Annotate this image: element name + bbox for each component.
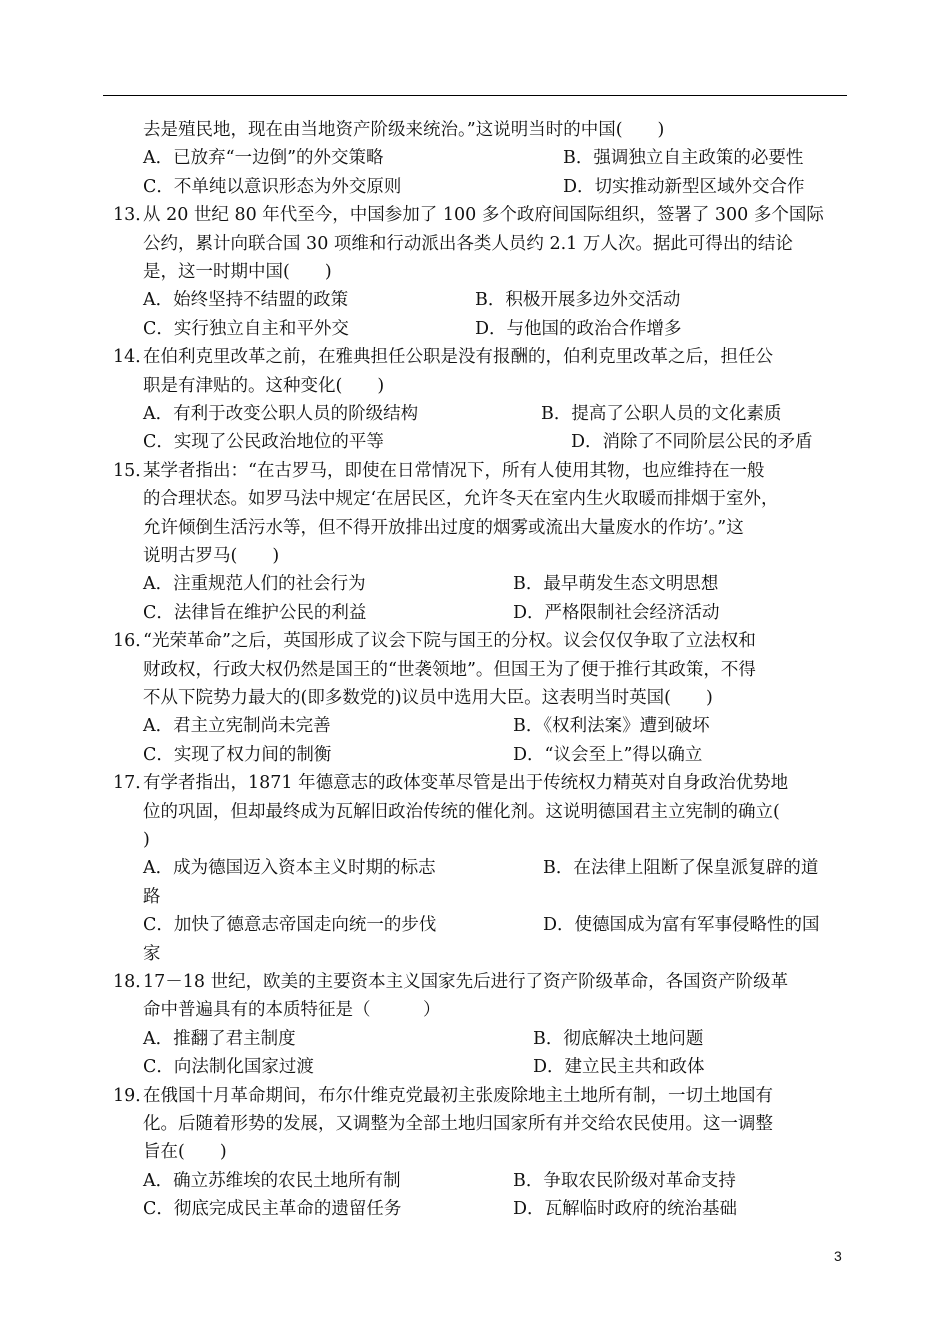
page-number: 3 — [834, 1248, 842, 1264]
option-row — [103, 173, 847, 201]
question-number: 18． — [113, 971, 153, 992]
question-19 — [103, 1082, 847, 1224]
option-a: A．君主立宪制尚未完善 — [143, 716, 331, 737]
question-number: 16． — [113, 631, 153, 652]
question-stem-line: 公约，累计向联合国 30 项维和行动派出各类人员约 2.1 万人次。据此可得出的结论 — [143, 233, 793, 254]
question-stem-line: 的合理状态。如罗马法中规定‘在居民区，允许冬天在室内生火取暖而排烟于室外， — [143, 489, 779, 510]
option-row — [103, 400, 847, 428]
question-stem-line: ) — [143, 829, 150, 850]
option-b: B．在法律上阻断了保皇派复辟的道 — [543, 858, 819, 879]
option-row — [103, 1167, 847, 1195]
option-b: B．争取农民阶级对革命支持 — [513, 1170, 736, 1191]
option-d: D．“议会至上”得以确立 — [513, 744, 703, 765]
exam-page-content — [103, 116, 847, 1223]
option-d: D．与他国的政治合作增多 — [475, 318, 682, 339]
option-row — [103, 1053, 847, 1081]
question-stem-line: 14． 在伯利克里改革之前，在雅典担任公职是没有报酬的，伯利克里改革之后，担任公 — [103, 343, 847, 371]
header-rule — [103, 95, 847, 96]
question-stem-line: 19． 在俄国十月革命期间，布尔什维克党最初主张废除地主土地所有制，一切土地国有 — [103, 1082, 847, 1110]
question-stem-line: 15． 某学者指出：“在古罗马，即使在日常情况下，所有人使用其物，也应维持在一般 — [103, 457, 847, 485]
option-b: B．《权利法案》遭到破坏 — [513, 716, 710, 737]
question-13 — [103, 201, 847, 343]
question-stem-line: 财政权，行政大权仍然是国王的“世袭领地”。但国王为了便于推行其政策，不得 — [143, 659, 756, 680]
option-c: C．彻底完成民主革命的遗留任务 — [143, 1199, 402, 1220]
option-b: B．积极开展多边外交活动 — [475, 290, 681, 311]
option-a: A．已放弃“一边倒”的外交策略 — [143, 148, 384, 169]
option-b: B．最早萌发生态文明思想 — [513, 574, 719, 595]
question-stem-line: 不从下院势力最大的(即多数党的)议员中选用大臣。这表明当时英国( ) — [143, 687, 713, 708]
question-stem-line: 17． 有学者指出，1871 年德意志的政体变革尽管是出于传统权力精英对自身政治优势地 — [103, 769, 847, 797]
question-number: 17． — [113, 773, 153, 794]
question-number: 15． — [113, 460, 153, 481]
option-row — [103, 315, 847, 343]
option-a: A．推翻了君主制度 — [143, 1028, 296, 1049]
question-stem-line: 说明古罗马( ) — [143, 545, 280, 566]
option-d: D．瓦解临时政府的统治基础 — [513, 1199, 738, 1220]
question-stem-line: 允许倾倒生活污水等，但不得开放排出过度的烟雾或流出大量废水的作坊’。”这 — [143, 517, 744, 538]
option-c: C．实行独立自主和平外交 — [143, 318, 349, 339]
option-row — [103, 854, 847, 882]
option-d: D．严格限制社会经济活动 — [513, 602, 720, 623]
question-18 — [103, 968, 847, 1082]
option-c: C．实现了权力间的制衡 — [143, 744, 332, 765]
question-number: 19． — [113, 1085, 153, 1106]
option-c: C．加快了德意志帝国走向统一的步伐 — [143, 915, 437, 936]
option-row — [103, 741, 847, 769]
question-stem-line: 去是殖民地，现在由当地资产阶级来统治。”这说明当时的中国( ) — [143, 120, 665, 140]
option-d: D．消除了不同阶层公民的矛盾 — [571, 432, 813, 453]
option-row — [103, 1195, 847, 1223]
option-row — [103, 599, 847, 627]
question-stem-line: 化。后随着形势的发展，又调整为全部土地归国家所有并交给农民使用。这一调整 — [143, 1113, 773, 1134]
option-row — [103, 911, 847, 939]
question-stem-line: 16． “光荣革命”之后，英国形成了议会下院与国王的分权。议会仅仅争取了立法权和 — [103, 627, 847, 655]
question-stem-line: 是，这一时期中国( ) — [143, 261, 332, 282]
option-a: A．始终坚持不结盟的政策 — [143, 290, 349, 311]
option-c: C．不单纯以意识形态为外交原则 — [143, 176, 402, 197]
question-14 — [103, 343, 847, 457]
option-b: B．彻底解决土地问题 — [533, 1028, 704, 1049]
option-c: C．向法制化国家过渡 — [143, 1057, 314, 1078]
option-d-wrap: 家 — [143, 943, 161, 964]
option-row — [103, 144, 847, 172]
question-15 — [103, 457, 847, 627]
question-stem-line: 13． 从 20 世纪 80 年代至今，中国参加了 100 多个政府间国际组织，签署了 300 多个国际 — [103, 201, 847, 229]
question-stem-line: 位的巩固，但却最终成为瓦解旧政治传统的催化剂。这说明德国君主立宪制的确立( — [143, 801, 780, 822]
question-number: 13． — [113, 205, 153, 226]
option-row — [103, 286, 847, 314]
option-d: D．建立民主共和政体 — [533, 1057, 705, 1078]
option-row — [103, 1025, 847, 1053]
question-stem-line: 18． 17－18 世纪，欧美的主要资本主义国家先后进行了资产阶级革命，各国资产阶级革 — [103, 968, 847, 996]
option-row — [103, 570, 847, 598]
option-d: D．切实推动新型区域外交合作 — [563, 176, 805, 197]
question-stem-line: 命中普遍具有的本质特征是（ ） — [143, 1000, 441, 1021]
question-number: 14． — [113, 347, 153, 368]
question-12-continuation — [103, 116, 847, 201]
option-row — [103, 712, 847, 740]
option-d: D．使德国成为富有军事侵略性的国 — [543, 915, 820, 936]
question-stem-line: 旨在( ) — [143, 1142, 227, 1163]
option-a: A．注重规范人们的社会行为 — [143, 574, 366, 595]
question-stem-line: 职是有津贴的。这种变化( ) — [143, 375, 385, 396]
option-row — [103, 428, 847, 456]
option-a: A．成为德国迈入资本主义时期的标志 — [143, 858, 436, 879]
option-a: A．确立苏维埃的农民土地所有制 — [143, 1170, 401, 1191]
option-a: A．有利于改变公职人员的阶级结构 — [143, 403, 419, 424]
option-b-wrap: 路 — [143, 886, 161, 907]
option-c: C．法律旨在维护公民的利益 — [143, 602, 367, 623]
question-16 — [103, 627, 847, 769]
option-c: C．实现了公民政治地位的平等 — [143, 432, 384, 453]
option-b: B．提高了公职人员的文化素质 — [541, 403, 782, 424]
question-17 — [103, 769, 847, 968]
option-b: B．强调独立自主政策的必要性 — [563, 148, 804, 169]
